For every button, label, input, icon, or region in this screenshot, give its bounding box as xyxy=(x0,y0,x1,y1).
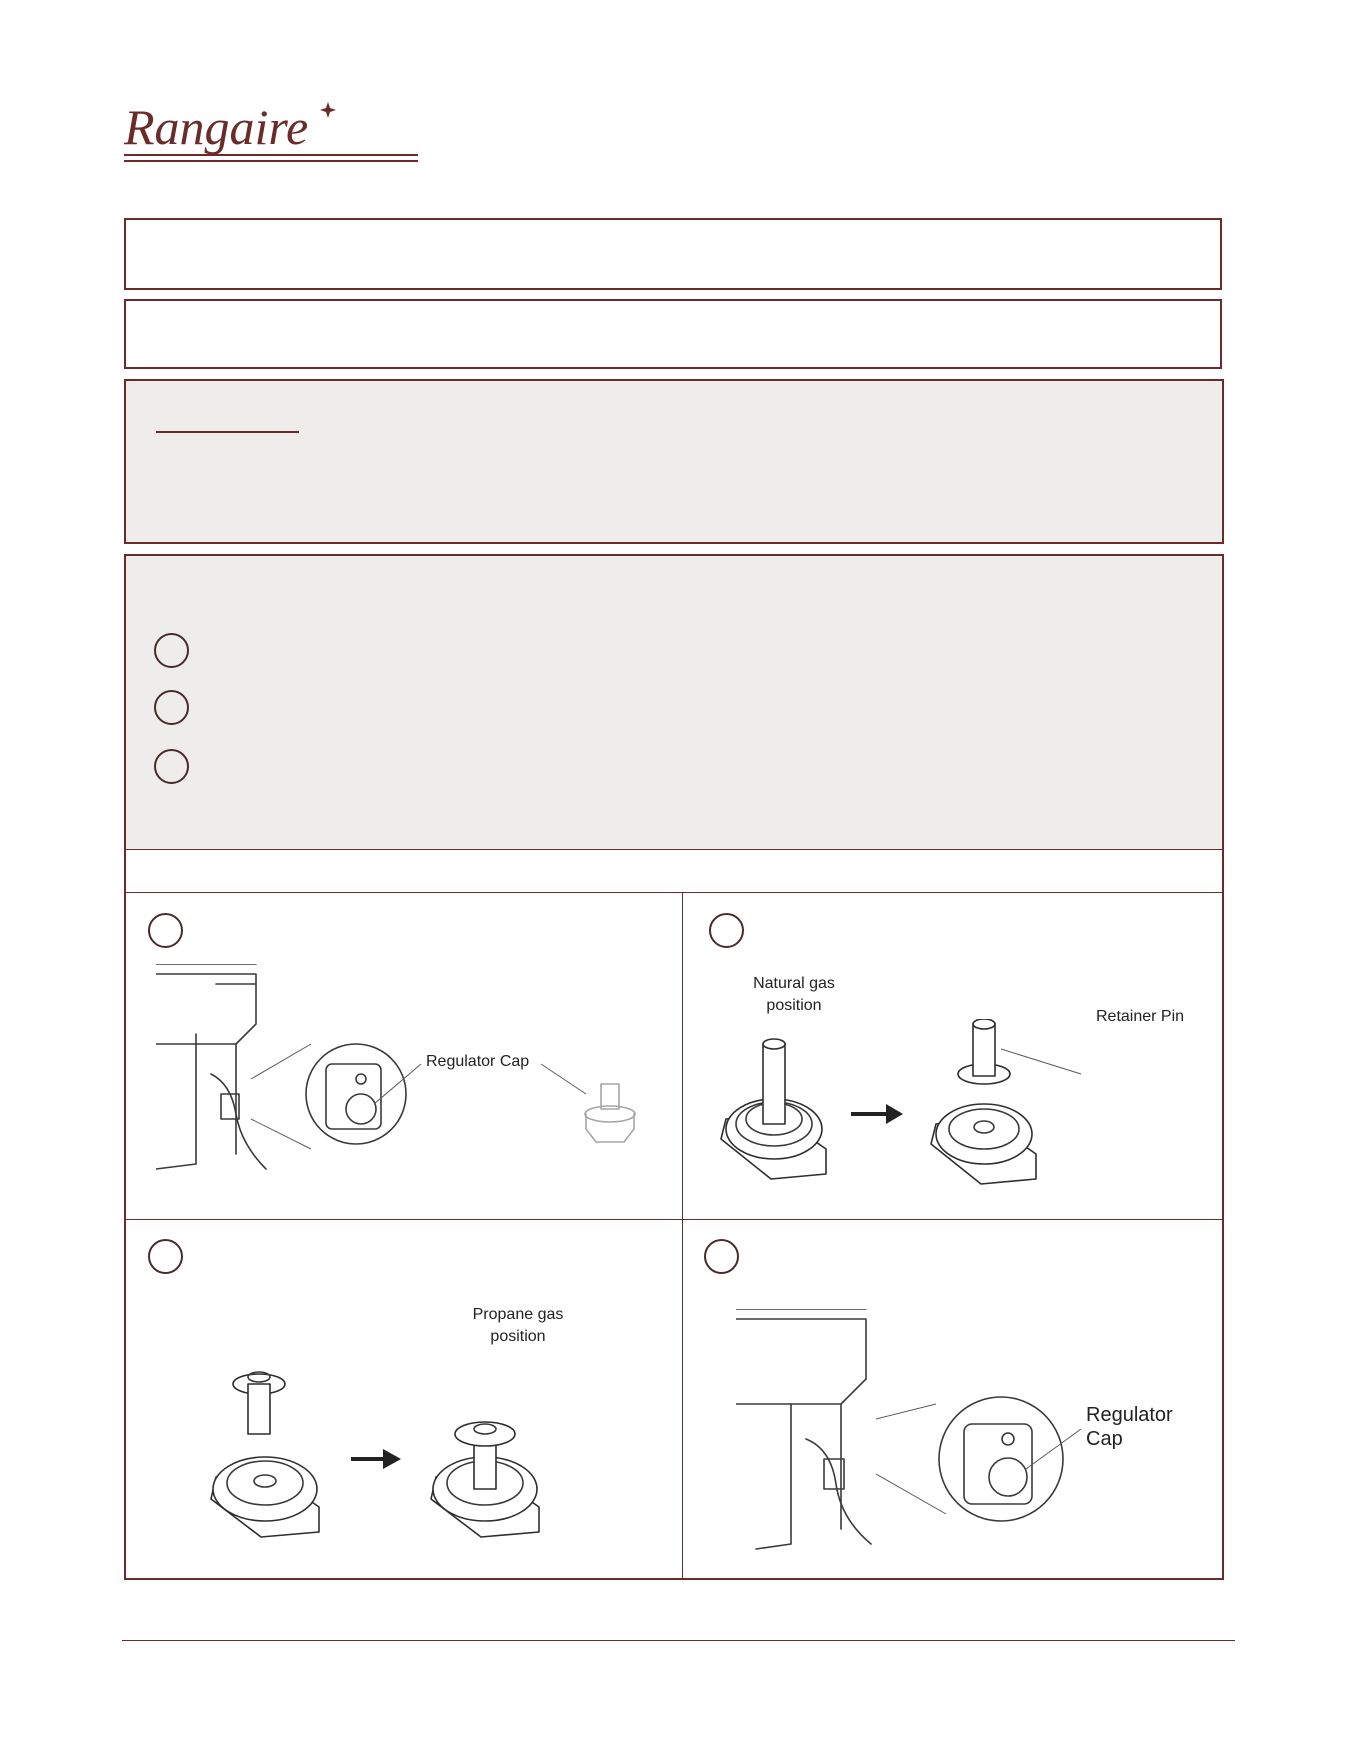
footer-rule xyxy=(122,1640,1235,1641)
arrow-right-icon xyxy=(886,1104,903,1124)
step-2-circle xyxy=(709,913,744,948)
regulator-cap-icon xyxy=(585,1084,635,1142)
warning-box xyxy=(124,379,1224,544)
bullet-circle-2 xyxy=(154,690,189,725)
figure-vertical-divider xyxy=(682,892,683,1578)
rangaire-logo xyxy=(122,100,422,170)
header-box-1 xyxy=(124,218,1222,290)
step-3-illustration xyxy=(201,1359,601,1549)
step-4-regulator-cap-label-line-1: Regulator xyxy=(1086,1404,1173,1426)
retainer-pin-label: Retainer Pin xyxy=(1096,1008,1185,1025)
figure-area xyxy=(126,849,1222,1578)
step-1-illustration xyxy=(156,964,676,1204)
instruction-box xyxy=(124,554,1224,1580)
step-4-illustration xyxy=(736,1309,1216,1559)
heading-underline xyxy=(156,431,299,433)
natural-gas-position-label: Natural gas position xyxy=(753,975,835,1014)
figure-header-rule xyxy=(126,892,1222,893)
figure-middle-rule xyxy=(126,1219,1222,1220)
step-4-regulator-cap-label-line-2: Cap xyxy=(1086,1428,1123,1450)
figure-top-rule xyxy=(126,849,1222,850)
step-3-circle xyxy=(148,1239,183,1274)
step-1-regulator-cap-label: Regulator Cap xyxy=(426,1053,530,1070)
brand-wordmark: Rangaire xyxy=(124,100,309,155)
step-4-circle xyxy=(704,1239,739,1274)
bullet-circle-3 xyxy=(154,749,189,784)
header-box-2 xyxy=(124,299,1222,369)
step-2-illustration xyxy=(711,1019,1211,1209)
propane-gas-position-label: Propane gas position xyxy=(472,1306,564,1345)
step-1-circle xyxy=(148,913,183,948)
bullet-circle-1 xyxy=(154,633,189,668)
